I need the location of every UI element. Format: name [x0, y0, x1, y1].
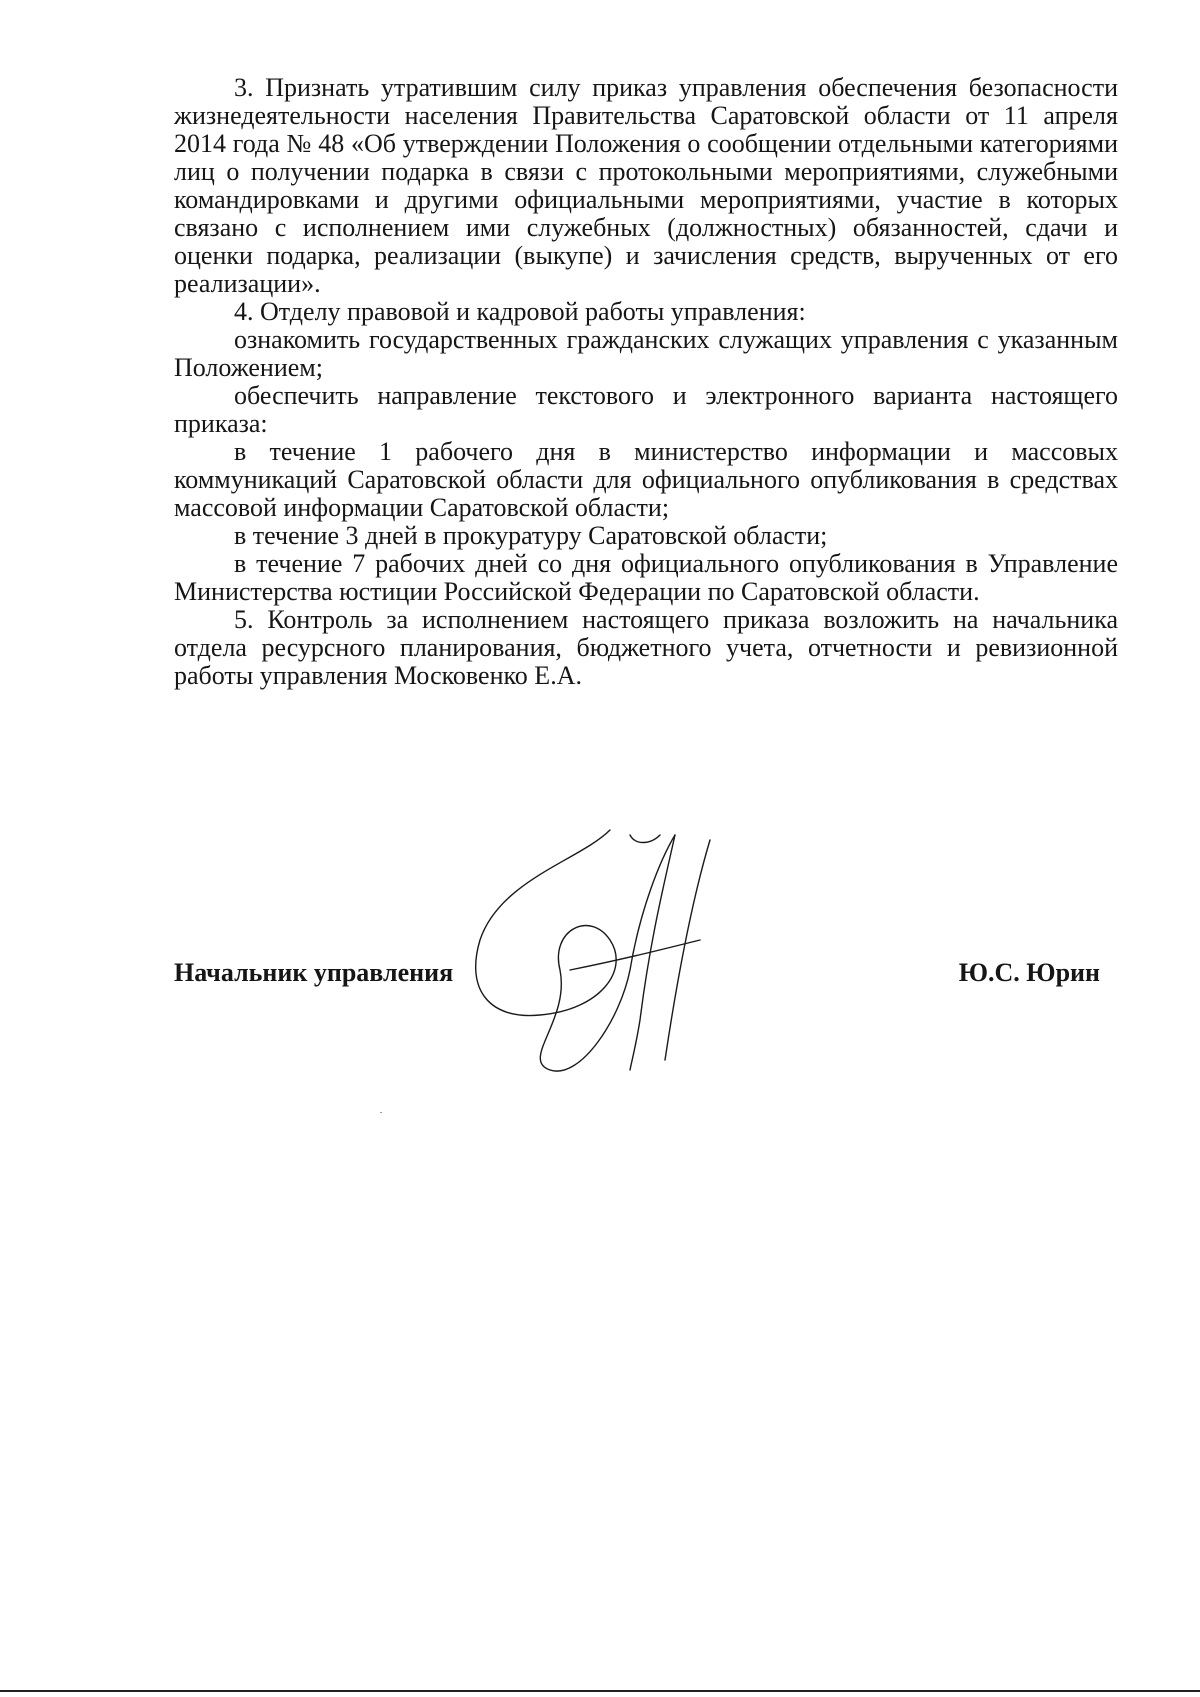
- scan-speck: [380, 1112, 382, 1113]
- paragraph-provide: обеспечить направление текстового и электронного варианта настоящего приказа:: [174, 381, 1118, 438]
- paragraph-ministry: в течение 1 рабочего дня в министерство информации и массовых коммуникаций Саратовской области для официального опубликования в средствах массовой информации Саратовской области;: [174, 437, 1118, 522]
- signatory-name: Ю.С. Юрин: [958, 958, 1100, 987]
- scan-edge-line: [0, 1690, 1200, 1692]
- paragraph-item-3: 3. Признать утратившим силу приказ управления обеспечения безопасности жизнедеятельности населения Правительства Саратовской области от 11 апреля 2014 года № 48 «Об утверждении Положения о сообщении отдельными категориями лиц о получении подарка в связи с протокольными мероприятиями, служебными командировками и другими официальными мероприятиями, участие в которых связано с исполнением ими служебных (должностных) обязанностей, сдачи и оценки подарка, реализации (выкупе) и зачисления средств, вырученных от его реализации».: [174, 73, 1118, 298]
- signatory-position: Начальник управления: [174, 958, 454, 987]
- paragraph-item-4: 4. Отделу правовой и кадровой работы управления:: [234, 297, 806, 326]
- paragraph-familiarize: ознакомить государственных гражданских служащих управления с указанным Положением;: [174, 325, 1118, 382]
- document-body: [174, 74, 1118, 690]
- paragraph-prosecutor: в течение 3 дней в прокуратуру Саратовской области;: [234, 521, 828, 550]
- paragraph-justice: в течение 7 рабочих дней со дня официального опубликования в Управление Министерства юстиции Российской Федерации по Саратовской области.: [174, 549, 1118, 606]
- handwritten-signature: [460, 820, 760, 1080]
- paragraph-item-5: 5. Контроль за исполнением настоящего приказа возложить на начальника отдела ресурсного планирования, бюджетного учета, отчетности и ревизионной работы управления Московенко Е.А.: [174, 605, 1118, 690]
